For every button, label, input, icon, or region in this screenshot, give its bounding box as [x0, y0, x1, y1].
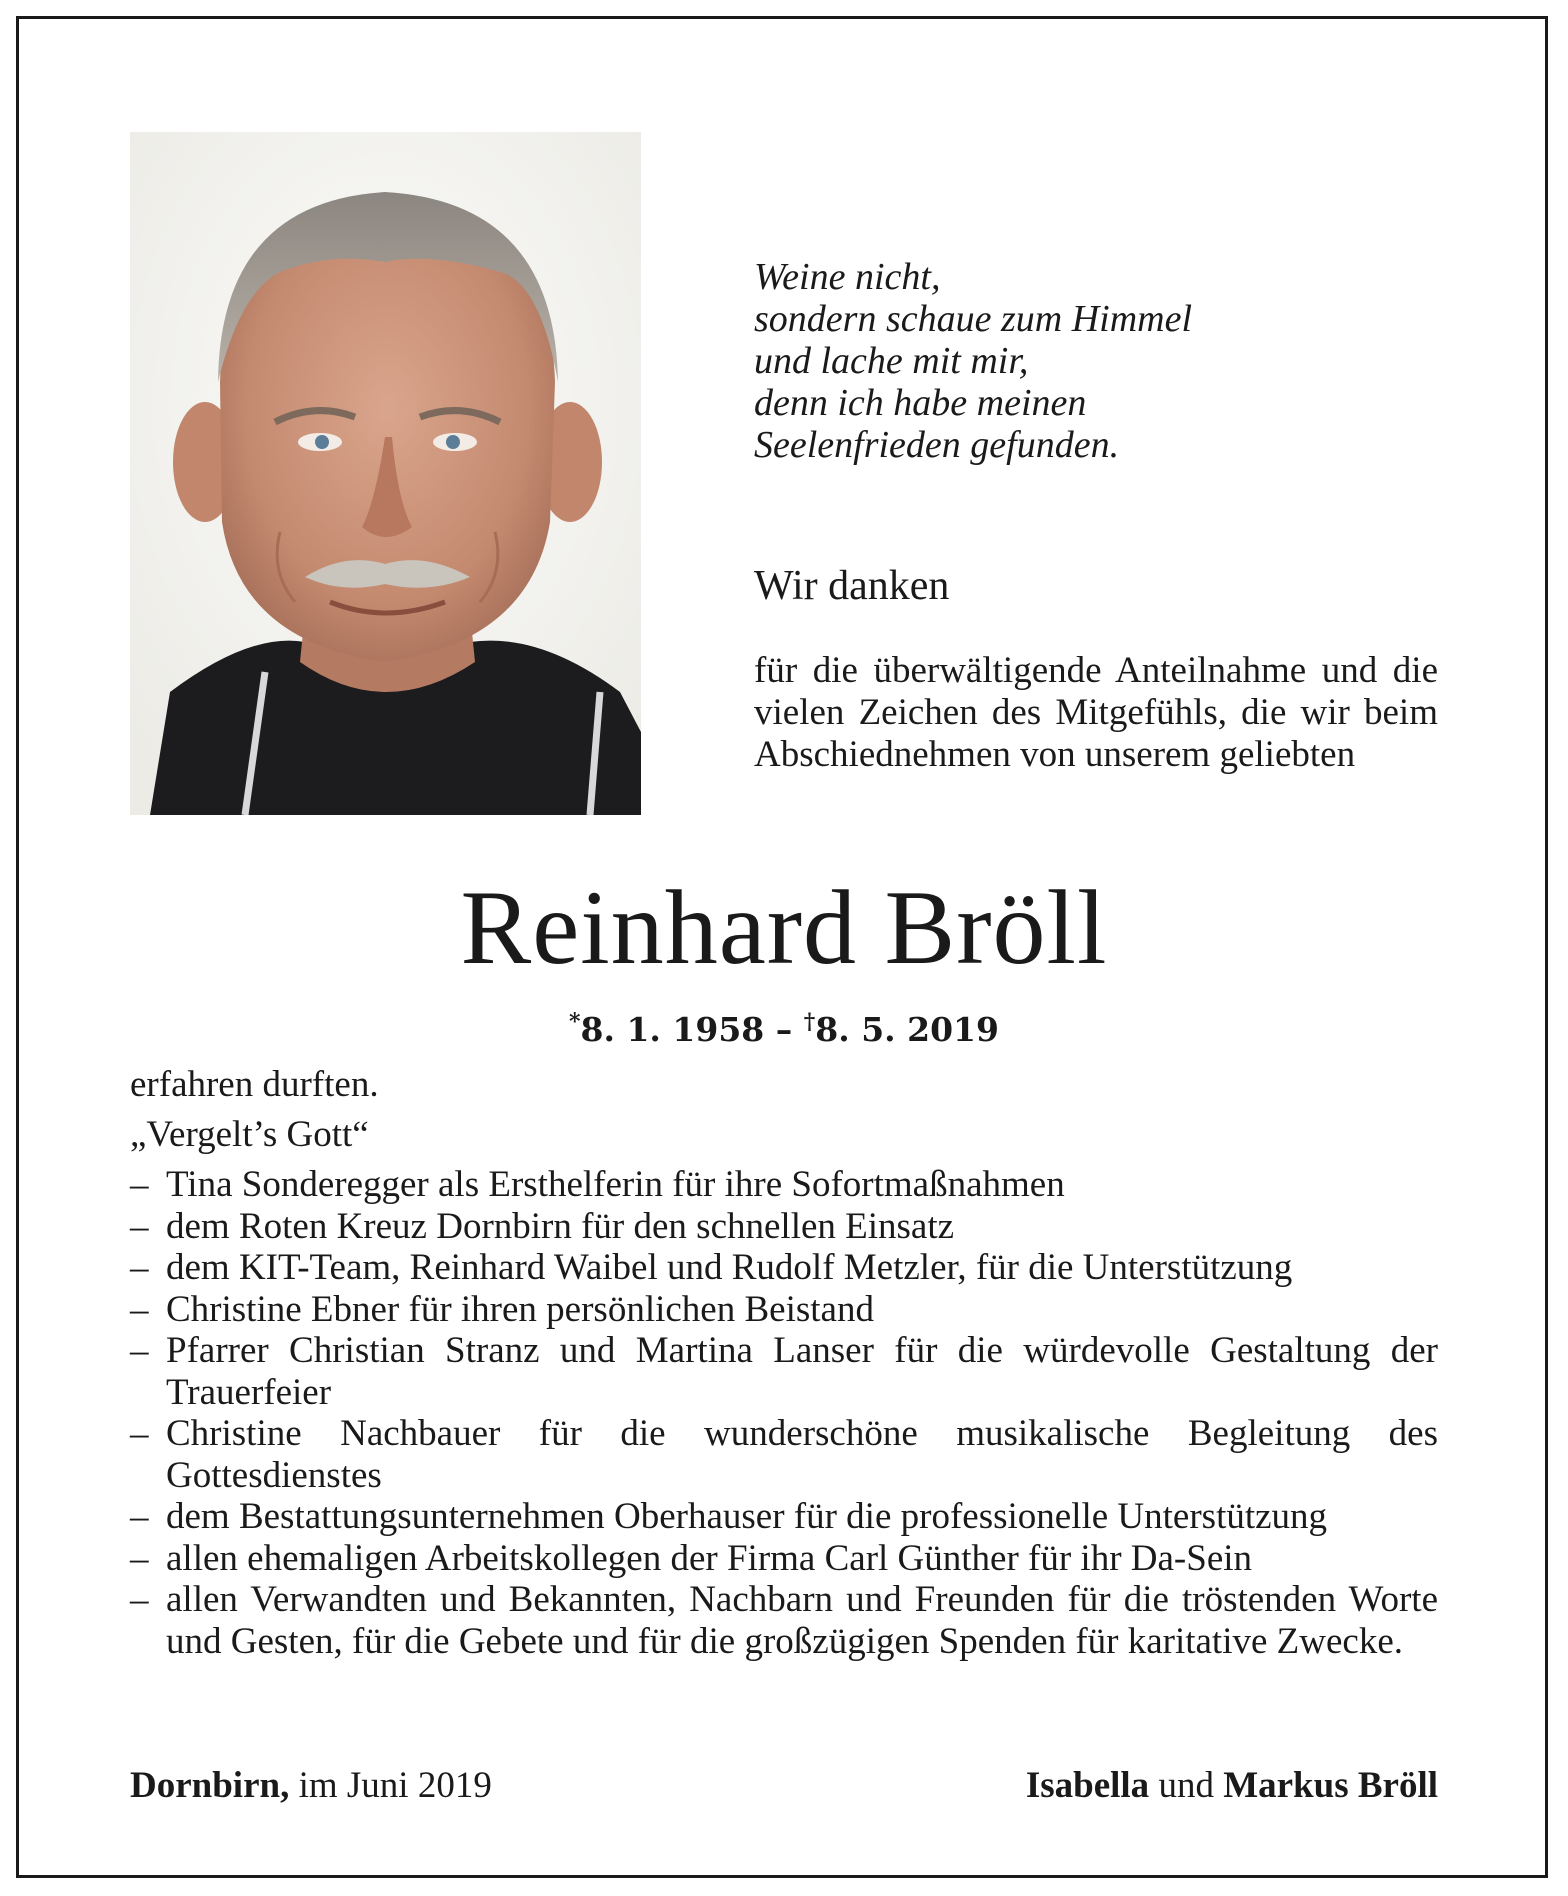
- death-symbol: †: [803, 1009, 816, 1035]
- death-date: 8. 5. 2019: [815, 1010, 999, 1049]
- poem-line: und lache mit mir,: [754, 340, 1029, 382]
- list-item: [130, 1164, 1438, 1206]
- list-item: [130, 1330, 1438, 1413]
- vergelts-gott: „Vergelt’s Gott“: [130, 1114, 369, 1155]
- continuation-text: erfahren durften.: [130, 1064, 379, 1105]
- poem-line: Seelenfrieden gefunden.: [754, 424, 1120, 466]
- list-item-text: dem Bestattungsunternehmen Oberhauser für die professionelle Unterstützung: [166, 1496, 1328, 1537]
- portrait-photo: [130, 132, 641, 815]
- signer-first: Isabella: [1025, 1765, 1150, 1806]
- poem-line: Weine nicht,: [754, 256, 941, 298]
- poem-line: sondern schaue zum Himmel: [754, 298, 1193, 340]
- thanks-heading: Wir danken: [754, 563, 950, 609]
- list-item-text: Tina Sonderegger als Ersthelferin für ihre Sofortmaßnahmen: [166, 1164, 1065, 1205]
- list-item: [130, 1579, 1438, 1662]
- list-item: [130, 1538, 1438, 1580]
- birth-date: 8. 1. 1958: [580, 1010, 765, 1049]
- list-item-text: allen ehemaligen Arbeitskollegen der Firma Carl Günther für ihr Da-Sein: [166, 1537, 1253, 1579]
- list-dash: –: [130, 1413, 149, 1454]
- signer-conjunction: und: [1158, 1765, 1214, 1806]
- deceased-name: Reinhard Bröll: [460, 869, 1108, 986]
- list-item-text: Christine Nachbauer für die wunderschöne musikalische Begleitung des Gottesdienstes: [166, 1413, 1438, 1496]
- list-dash: –: [130, 1537, 149, 1579]
- list-item-text: allen Verwandten und Bekannten, Nachbarn und Freunden für die tröstenden Worte und Gesten, für die Gebete und für die großzügigen Spenden für karitative Zwecke.: [166, 1579, 1438, 1662]
- list-item: [130, 1496, 1438, 1538]
- life-dates: [0, 1000, 1568, 1052]
- list-item: [130, 1247, 1438, 1289]
- thanks-list: [130, 1164, 1438, 1662]
- list-dash: –: [130, 1205, 149, 1247]
- list-dash: –: [130, 1330, 149, 1371]
- list-item-text: Christine Ebner für ihren persönlichen Beistand: [166, 1288, 874, 1330]
- date: im Juni 2019: [298, 1765, 492, 1806]
- list-dash: –: [130, 1247, 149, 1288]
- date-separator: –: [764, 1010, 804, 1049]
- list-dash: –: [130, 1579, 149, 1620]
- list-item: [130, 1413, 1438, 1496]
- list-item: [130, 1289, 1438, 1331]
- list-item-text: dem Roten Kreuz Dornbirn für den schnellen Einsatz: [166, 1205, 955, 1247]
- list-dash: –: [130, 1496, 149, 1537]
- thanks-intro: für die überwältigende Anteilnahme und die vielen Zeichen des Mitgefühls, die wir beim Abschiednehmen von unserem geliebten: [754, 650, 1438, 775]
- place: Dornbirn,: [130, 1765, 290, 1806]
- list-item-text: Pfarrer Christian Stranz und Martina Lanser für die würdevolle Gestaltung der Trauerfeier: [166, 1330, 1438, 1413]
- poem: [754, 256, 1374, 466]
- signers: [1026, 1764, 1438, 1808]
- place-date: [130, 1764, 492, 1808]
- signer-second: Markus Bröll: [1223, 1765, 1438, 1806]
- list-item-text: dem KIT-Team, Reinhard Waibel und Rudolf Metzler, für die Unterstützung: [166, 1247, 1293, 1288]
- list-item: [130, 1206, 1438, 1248]
- list-dash: –: [130, 1164, 149, 1205]
- birth-symbol: *: [569, 1009, 581, 1035]
- poem-line: denn ich habe meinen: [754, 382, 1087, 424]
- list-dash: –: [130, 1288, 149, 1330]
